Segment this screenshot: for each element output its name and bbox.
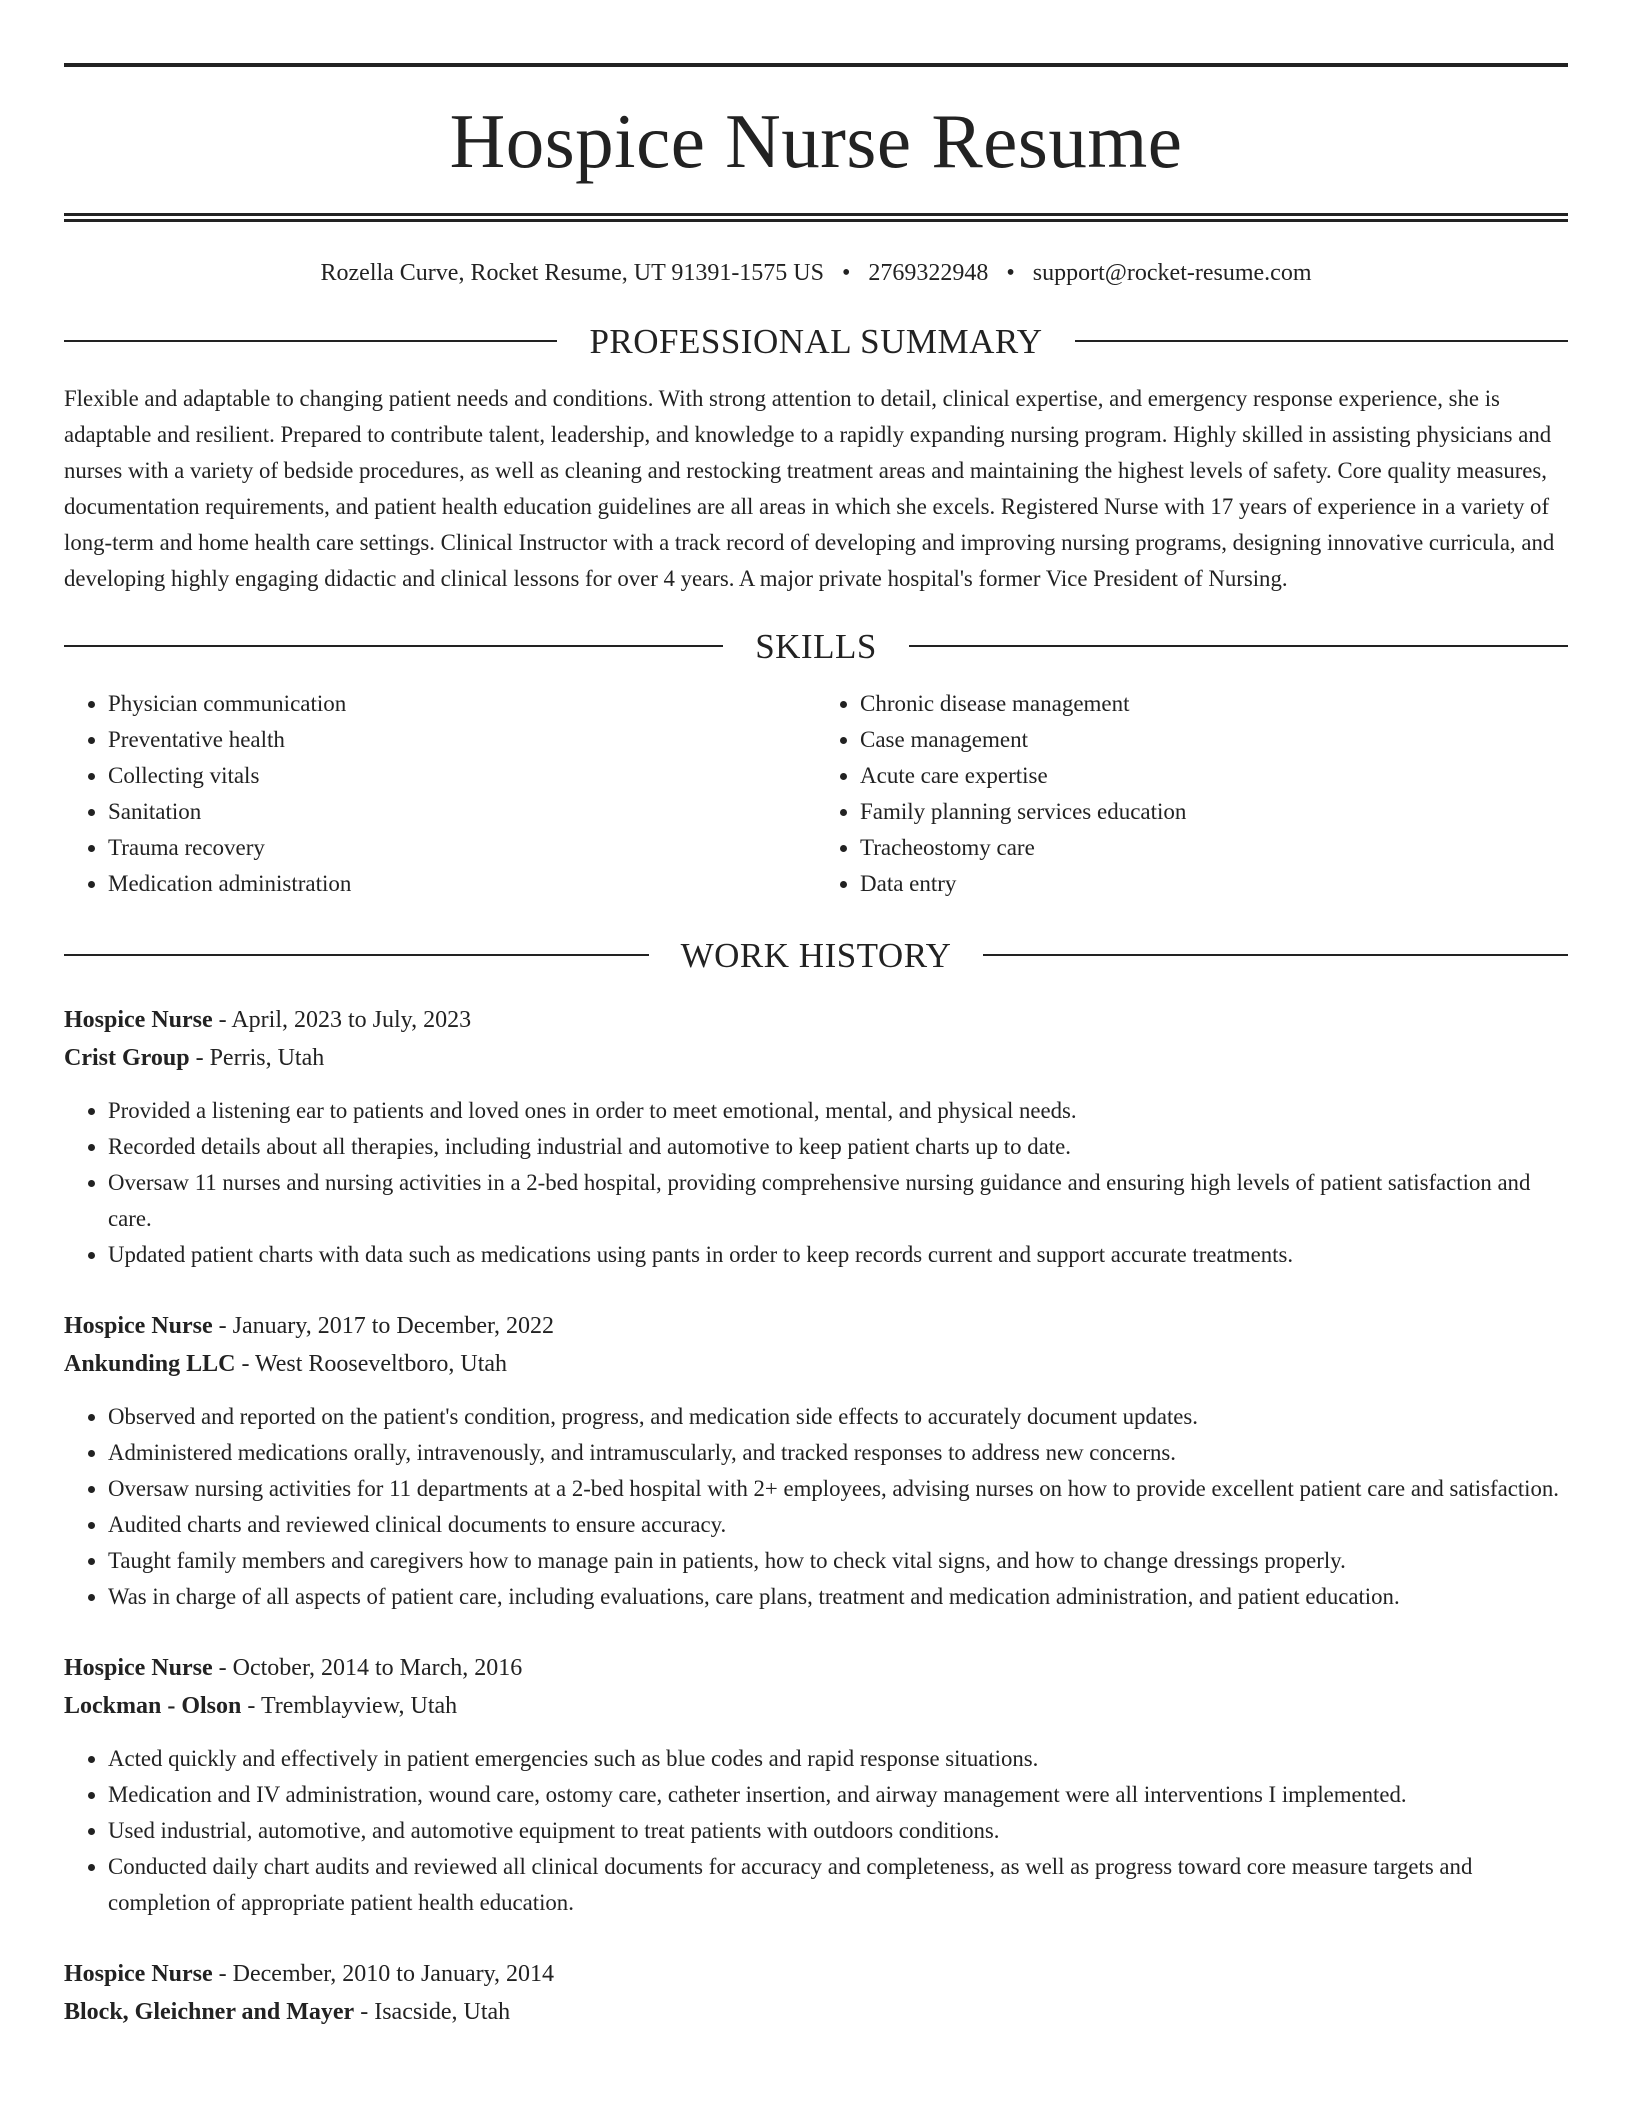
job-company-line — [64, 1039, 1568, 1077]
job-company-line — [64, 1345, 1568, 1383]
job-bullet: • Was in charge of all aspects of patient care, including evaluations, care plans, treatment and medication administration, and patient education. — [108, 1579, 1568, 1615]
job-title-line — [64, 1649, 1568, 1687]
job-company: Block, Gleichner and Mayer — [64, 1998, 355, 2025]
job-company: Ankunding LLC — [64, 1350, 236, 1377]
skill-item: • Trauma recovery — [108, 830, 816, 866]
summary-text: Flexible and adaptable to changing patient needs and conditions. With strong attention to detail, clinical expertise, and emergency response experience, she is adaptable and resilient. Prepared to contribute talent, leadership, and knowledge to a rapidly expanding nursing program. Highly skilled in assisting physicians and nurses with a variety of bedside procedures, as well as cleaning and restocking treatment areas and maintaining the highest levels of safety. Core quality measures, documentation requirements, and patient health education guidelines are all areas in which she excels. Registered Nurse with 17 years of experience in a variety of long-term and home health care settings. Clinical Instructor with a track record of developing and improving nursing programs, designing innovative curricula, and developing highly engaging didactic and clinical lessons for over 4 years. A major private hospital's former Vice President of Nursing. — [64, 385, 1555, 591]
heading-rule-left — [64, 645, 723, 647]
skill-item: • Data entry — [860, 866, 1568, 902]
heading-rule-right — [983, 954, 1568, 956]
job-bullet: • Provided a listening ear to patients and loved ones in order to meet emotional, mental, and physical needs. — [108, 1093, 1568, 1129]
summary-heading — [64, 321, 1568, 361]
skills-heading — [64, 626, 1568, 666]
summary-heading-label: PROFESSIONAL SUMMARY — [589, 321, 1043, 361]
job-title-line — [64, 1001, 1568, 1039]
job-bullet: • Administered medications orally, intravenously, and intramuscularly, and tracked responses to address new concerns. — [108, 1435, 1568, 1471]
job-company: Crist Group — [64, 1044, 190, 1071]
skill-item: • Acute care expertise — [860, 758, 1568, 794]
skill-item: • Tracheostomy care — [860, 830, 1568, 866]
title-double-rule — [64, 213, 1568, 222]
heading-rule-right — [1075, 340, 1568, 342]
job-role: Hospice Nurse — [64, 1312, 213, 1339]
job-title-line — [64, 1955, 1568, 1993]
skills-heading-label: SKILLS — [755, 626, 877, 666]
job-separator: - — [354, 1998, 375, 2025]
job-bullets — [64, 1741, 1568, 1921]
contact-phone: 2769322948 — [868, 260, 989, 286]
job-dates: October, 2014 to March, 2016 — [232, 1654, 523, 1681]
job-separator: - — [212, 1960, 233, 1987]
skill-item: • Chronic disease management — [860, 686, 1568, 722]
job-bullet: • Used industrial, automotive, and automotive equipment to treat patients with outdoors conditions. — [108, 1813, 1568, 1849]
job-bullets — [64, 1399, 1568, 1615]
skill-item: • Physician communication — [108, 686, 816, 722]
skill-item: • Sanitation — [108, 794, 816, 830]
skills-list — [64, 686, 1568, 902]
job-bullet: • Observed and reported on the patient's condition, progress, and medication side effects to accurately document updates. — [108, 1399, 1568, 1435]
contact-address: Rozella Curve, Rocket Resume, UT 91391-1575 US — [320, 260, 824, 286]
job-company-line — [64, 1687, 1568, 1725]
job-location: West Rooseveltboro, Utah — [255, 1350, 508, 1377]
skills-column-right — [816, 686, 1568, 902]
heading-rule-left — [64, 954, 649, 956]
work-history-heading — [64, 935, 1568, 975]
page-title: Hospice Nurse Resume — [449, 98, 1183, 184]
skill-item: • Collecting vitals — [108, 758, 816, 794]
job-entry — [64, 1307, 1568, 1615]
job-bullet: • Updated patient charts with data such as medications using pants in order to keep records current and support accurate treatments. — [108, 1237, 1568, 1273]
job-bullets — [64, 1093, 1568, 1273]
job-company-line — [64, 1993, 1568, 2031]
job-role: Hospice Nurse — [64, 1960, 213, 1987]
job-separator: - — [212, 1654, 233, 1681]
contact-email: support@rocket-resume.com — [1032, 260, 1312, 286]
job-bullet: • Audited charts and reviewed clinical documents to ensure accuracy. — [108, 1507, 1568, 1543]
job-entry — [64, 1001, 1568, 1273]
job-bullet: • Taught family members and caregivers how to manage pain in patients, how to check vital signs, and how to change dressings properly. — [108, 1543, 1568, 1579]
skill-item: • Preventative health — [108, 722, 816, 758]
heading-rule-left — [64, 340, 557, 342]
job-bullet: • Recorded details about all therapies, including industrial and automotive to keep patient charts up to date. — [108, 1129, 1568, 1165]
job-entry — [64, 1955, 1568, 2031]
contact-separator: • — [1006, 260, 1015, 286]
skill-item: • Medication administration — [108, 866, 816, 902]
job-separator: - — [212, 1006, 232, 1033]
skills-column-left — [64, 686, 816, 902]
job-separator: - — [189, 1044, 210, 1071]
skill-item: • Family planning services education — [860, 794, 1568, 830]
top-rule — [64, 63, 1568, 67]
job-bullet: • Acted quickly and effectively in patient emergencies such as blue codes and rapid response situations. — [108, 1741, 1568, 1777]
job-dates: December, 2010 to January, 2014 — [232, 1960, 555, 1987]
skill-item: • Case management — [860, 722, 1568, 758]
work-history-heading-label: WORK HISTORY — [680, 935, 952, 975]
job-dates: January, 2017 to December, 2022 — [232, 1312, 555, 1339]
job-bullet: • Conducted daily chart audits and reviewed all clinical documents for accuracy and completeness, as well as progress toward core measure targets and completion of appropriate patient health education. — [108, 1849, 1568, 1921]
job-separator: - — [241, 1692, 261, 1719]
job-bullet: • Oversaw 11 nurses and nursing activities in a 2-bed hospital, providing comprehensive nursing guidance and ensuring high levels of patient satisfaction and care. — [108, 1165, 1568, 1237]
job-bullet: • Oversaw nursing activities for 11 departments at a 2-bed hospital with 2+ employees, advising nurses on how to provide excellent patient care and satisfaction. — [108, 1471, 1568, 1507]
contact-separator: • — [841, 260, 851, 286]
job-role: Hospice Nurse — [64, 1006, 213, 1033]
job-separator: - — [235, 1350, 255, 1377]
job-location: Tremblayview, Utah — [260, 1692, 458, 1719]
job-role: Hospice Nurse — [64, 1654, 213, 1681]
job-company: Lockman - Olson — [64, 1692, 242, 1719]
job-entry — [64, 1649, 1568, 1921]
job-location: Isacside, Utah — [374, 1998, 511, 2025]
job-location: Perris, Utah — [209, 1044, 325, 1071]
job-separator: - — [212, 1312, 233, 1339]
heading-rule-right — [909, 645, 1568, 647]
job-bullet: • Medication and IV administration, wound care, ostomy care, catheter insertion, and airway management were all interventions I implemented. — [108, 1777, 1568, 1813]
job-dates: April, 2023 to July, 2023 — [231, 1006, 472, 1033]
job-title-line — [64, 1307, 1568, 1345]
contact-line — [64, 259, 1568, 288]
